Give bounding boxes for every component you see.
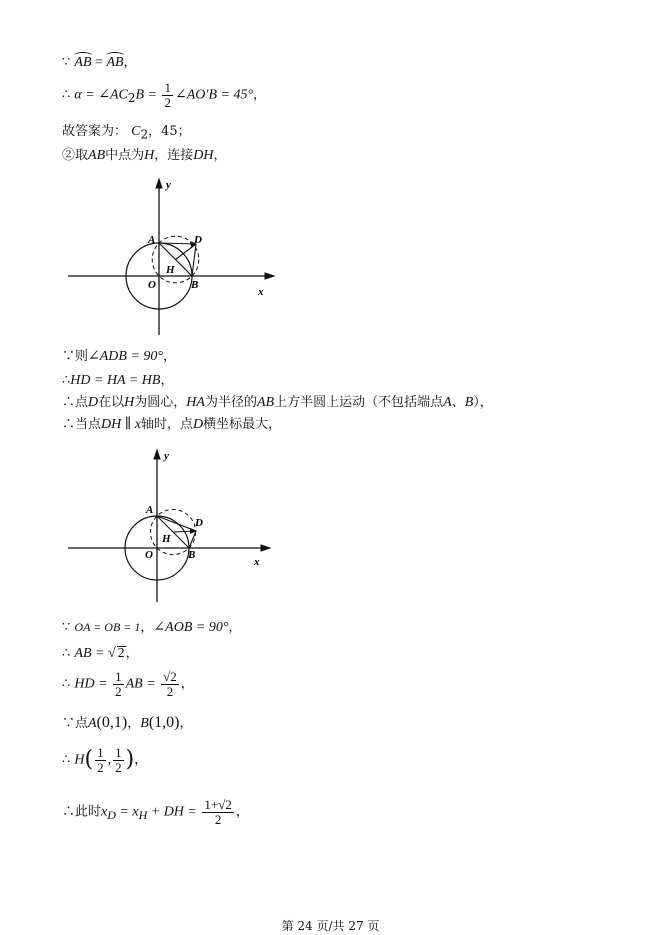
denominator: 2: [115, 759, 122, 775]
text: ∴点: [62, 395, 89, 410]
subscript: H: [138, 808, 148, 823]
comma: ，: [160, 373, 174, 388]
answer-label: 故答案为：: [62, 124, 128, 139]
separator: ，: [127, 716, 141, 731]
comma: ，: [179, 716, 193, 731]
separator: 、: [451, 395, 465, 410]
ab-eq: AB =: [74, 646, 108, 661]
denominator: 2: [115, 683, 122, 699]
label-y: y: [164, 450, 169, 462]
fraction-half: [162, 81, 173, 109]
angle-adb: ∠ADB = 90°: [88, 349, 164, 364]
line-xd: [62, 798, 249, 826]
text: 轴时，点: [140, 417, 193, 432]
line-ab-length: ∴ AB = √ 2，: [62, 646, 139, 661]
text: ，连接: [154, 148, 194, 163]
right-paren: ): [125, 747, 135, 773]
line-semicircle: [62, 396, 493, 410]
fraction-half: [95, 746, 106, 774]
angle-expr: ∠AO′B = 45°: [174, 87, 254, 103]
line-given: [62, 621, 241, 635]
line-midpoint: [62, 149, 227, 163]
comma: ，: [125, 646, 139, 661]
seg-dh: DH: [193, 148, 214, 163]
y-arrow: [154, 450, 160, 459]
fraction-half: [113, 746, 124, 774]
because-symbol: ∵: [62, 620, 71, 635]
seg-dh: DH: [101, 417, 122, 432]
therefore-symbol: ∴: [62, 752, 71, 768]
seg-ab: AB: [88, 148, 106, 163]
coord-b: (1,0): [148, 714, 180, 731]
text: ），: [473, 395, 493, 410]
comma: ，: [123, 55, 137, 70]
seg-ab: AB: [256, 395, 275, 410]
text: ∵则: [62, 349, 89, 364]
point-h: H: [124, 395, 135, 410]
label-o: O: [148, 279, 156, 291]
numerator: √2: [163, 669, 177, 684]
text: ②取: [62, 148, 89, 163]
sqrt-two: 2: [117, 646, 125, 661]
text: 为圆心，: [134, 395, 187, 410]
var-x: x: [134, 417, 141, 432]
var-x: x: [101, 804, 108, 820]
label-x: x: [254, 556, 260, 568]
numerator: 1: [164, 80, 171, 95]
seg-d-b: [192, 244, 196, 276]
subscript: D: [107, 808, 116, 823]
answer-c: C: [131, 124, 141, 139]
line-right-angle: [62, 350, 176, 364]
comma: ,: [107, 752, 112, 768]
point-a: A: [443, 395, 452, 410]
label-h: H: [162, 533, 171, 545]
line-equal-segments: [62, 374, 173, 388]
figure-2: [62, 446, 282, 606]
comma: ，: [134, 752, 148, 768]
point-d: D: [88, 395, 99, 410]
ab-eq: AB =: [125, 676, 160, 692]
figure-1: [62, 175, 282, 340]
left-paren: (: [84, 747, 94, 773]
therefore-symbol: ∴: [62, 87, 71, 103]
label-d: D: [195, 517, 203, 529]
answer-rest: ，45；: [148, 124, 191, 139]
label-x: x: [258, 286, 264, 298]
separator: ，: [140, 620, 154, 635]
line-answer: [62, 125, 191, 141]
because-symbol: ∵: [62, 55, 71, 70]
fraction-root2-over-2: [161, 670, 179, 698]
subscript: 2: [140, 127, 149, 142]
page-footer: 第 24 页/共 27 页: [281, 919, 380, 933]
point-h: H: [74, 752, 85, 768]
label-o: O: [145, 549, 153, 561]
point-b: B: [464, 395, 474, 410]
numerator: 1: [115, 669, 122, 684]
denominator: 2: [214, 811, 222, 827]
therefore-symbol: ∴: [62, 373, 71, 388]
text: 横坐标最大，: [203, 417, 282, 432]
therefore-symbol: ∴: [62, 676, 71, 692]
label-d: D: [194, 234, 202, 246]
denominator: 2: [164, 94, 171, 110]
comma: ，: [163, 349, 177, 364]
line-parallel: [62, 418, 281, 432]
fraction-result: [202, 798, 233, 826]
equals: =: [91, 55, 107, 70]
arc-ab: AB: [74, 55, 92, 70]
x-arrow: [261, 545, 270, 551]
comma: ，: [180, 676, 194, 692]
point-h: H: [144, 148, 155, 163]
arc-ab-2: AB: [106, 55, 124, 70]
numerator: 1+√2: [204, 797, 232, 812]
denominator: 2: [97, 759, 104, 775]
line-h-coord: [62, 746, 147, 774]
point-d: D: [192, 417, 204, 432]
eq-x: = x: [115, 804, 139, 820]
label-b: B: [191, 279, 199, 291]
oa-ob: OA = OB = 1: [74, 620, 141, 634]
label-a: A: [146, 504, 154, 516]
hd-eq: HD =: [74, 676, 112, 692]
label-y: y: [166, 179, 171, 191]
text: 上方半圆上运动（不包括端点: [274, 395, 444, 410]
line-arc-equal: [62, 56, 137, 70]
y-arrow: [156, 179, 162, 188]
numerator: 1: [115, 745, 122, 760]
point-b: B: [140, 716, 149, 731]
seg-ha: HA: [186, 395, 205, 410]
alpha-expr: α = ∠AC: [74, 87, 128, 103]
comma: ，: [213, 148, 227, 163]
label-a: A: [148, 234, 156, 246]
label-h: H: [166, 264, 175, 276]
fraction-half: [113, 670, 124, 698]
numerator: 1: [97, 745, 104, 760]
text: 在以: [98, 395, 125, 410]
coord-a: (0,1): [96, 714, 128, 731]
text: ∵点: [62, 716, 89, 731]
parallel-symbol: ∥: [121, 417, 135, 432]
comma: ，: [253, 87, 267, 103]
text: 中点为: [105, 148, 145, 163]
line-points: [62, 715, 192, 731]
comma: ，: [235, 804, 249, 820]
denominator: 2: [166, 683, 174, 699]
therefore-symbol: ∴: [62, 646, 71, 661]
plus-dh: + DH =: [147, 804, 201, 820]
line-alpha: [62, 81, 266, 109]
point-a: A: [88, 716, 97, 731]
subscript: 2: [127, 91, 136, 106]
hd-ha-hb: HD = HA = HB: [70, 373, 161, 388]
text: ∴此时: [62, 804, 102, 820]
line-hd-length: [62, 670, 194, 698]
label-b: B: [188, 549, 196, 561]
text: 为半径的: [204, 395, 257, 410]
angle-aob: ∠AOB = 90°: [153, 620, 229, 635]
text: ∴当点: [62, 417, 102, 432]
alpha-expr-mid: B =: [135, 87, 161, 103]
comma: ，: [228, 620, 242, 635]
x-arrow: [265, 273, 274, 279]
